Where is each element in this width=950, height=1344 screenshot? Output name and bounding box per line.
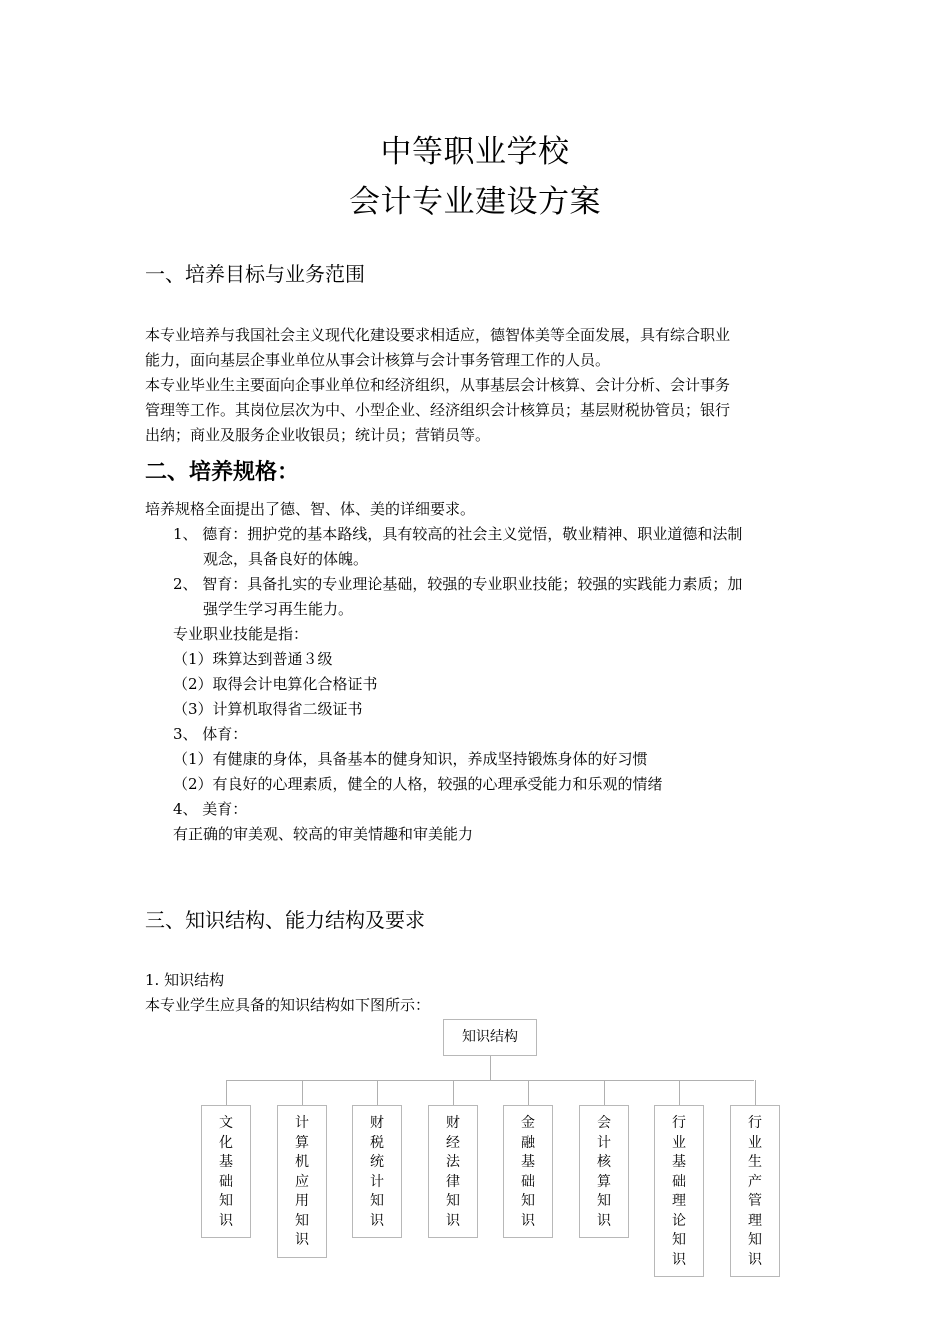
diagram-child-char: 业 [748,1134,762,1151]
section1-heading: 一、培养目标与业务范围 [145,262,365,286]
list-item-aesthetics: 4、 美育： [173,800,248,818]
skill-item-abacus: （1）珠算达到普通３级 [173,650,333,668]
diagram-child-node [579,1105,629,1238]
diagram-child-node [428,1105,478,1238]
skill-item-computer-cert: （3）计算机取得省二级证书 [173,700,363,718]
diagram-branch-connector [226,1080,227,1105]
document-title-line1: 中等职业学校 [380,134,570,170]
diagram-child-char: 知 [295,1212,309,1229]
diagram-child-char: 理 [748,1212,762,1229]
diagram-child-node [654,1105,704,1277]
diagram-child-node [730,1105,780,1277]
skill-item-computerized-accounting: （2）取得会计电算化合格证书 [173,675,378,693]
diagram-child-char: 知 [672,1232,686,1248]
section1-para1-line2: 能力，面向基层企事业单位从事会计核算与会计事务管理工作的人员。 [145,351,611,369]
diagram-branch-connector [453,1080,454,1105]
diagram-child-char: 计 [370,1173,384,1190]
diagram-child-char: 文 [219,1115,233,1131]
list-item-intellect-line1: 2、 智育：具备扎实的专业理论基础，较强的专业职业技能；较强的实践能力素质；加 [173,575,743,593]
section3-sub1-desc: 本专业学生应具备的知识结构如下图所示： [145,996,431,1014]
diagram-child-char: 础 [521,1173,535,1190]
diagram-horizontal-connector [226,1080,754,1081]
diagram-child-char: 知 [521,1193,535,1209]
diagram-child-char: 基 [219,1154,233,1170]
diagram-child-char: 财 [370,1115,384,1131]
diagram-child-char: 识 [370,1212,384,1229]
diagram-child-node [201,1105,251,1238]
diagram-child-char: 管 [748,1193,762,1209]
diagram-child-char: 计 [295,1115,309,1131]
diagram-branch-connector [528,1080,529,1105]
section3-sub1: 1. 知识结构 [145,971,225,989]
section2-intro: 培养规格全面提出了德、智、体、美的详细要求。 [145,500,476,518]
diagram-child-char: 产 [748,1173,762,1190]
document-title-line2: 会计专业建设方案 [349,184,601,220]
diagram-child-char: 知 [446,1193,460,1209]
diagram-child-char: 行 [672,1115,686,1131]
section1-para1-line1: 本专业培养与我国社会主义现代化建设要求相适应，德智体美等全面发展，具有综合职业 [145,326,731,344]
diagram-branch-connector [755,1080,756,1105]
diagram-branch-connector [604,1080,605,1105]
diagram-child-char: 础 [672,1173,686,1190]
diagram-root-connector [490,1056,491,1080]
section1-para2-line2: 管理等工作。其岗位层次为中、小型企业、经济组织会计核算员；基层财税协管员；银行 [145,401,731,419]
diagram-branch-connector [377,1080,378,1105]
diagram-child-char: 税 [370,1134,384,1151]
diagram-child-char: 识 [597,1212,611,1229]
section1-para2-line3: 出纳；商业及服务企业收银员；统计员；营销员等。 [145,426,491,444]
diagram-child-char: 识 [521,1212,535,1229]
diagram-child-char: 业 [672,1134,686,1151]
pe-item-1: （1）有健康的身体，具备基本的健身知识，养成坚持锻炼身体的好习惯 [173,750,648,768]
diagram-child-char: 统 [370,1154,384,1170]
diagram-branch-connector [302,1080,303,1105]
diagram-child-char: 识 [295,1232,309,1248]
diagram-child-char: 核 [597,1154,611,1170]
diagram-child-char: 计 [597,1134,611,1151]
diagram-child-char: 算 [295,1134,309,1151]
aesthetics-item-1: 有正确的审美观、较高的审美情趣和审美能力 [173,825,474,843]
diagram-child-char: 理 [672,1193,686,1209]
diagram-child-char: 础 [219,1173,233,1190]
diagram-root-node: 知识结构 [443,1019,537,1056]
section3-heading: 三、知识结构、能力结构及要求 [145,908,425,932]
diagram-child-char: 律 [446,1173,460,1190]
diagram-child-char: 识 [219,1212,233,1229]
skills-intro: 专业职业技能是指： [173,625,309,643]
diagram-child-char: 识 [446,1212,460,1229]
diagram-child-char: 识 [672,1251,686,1268]
diagram-child-char: 知 [597,1193,611,1209]
diagram-child-char: 经 [446,1134,460,1151]
diagram-child-char: 识 [748,1251,762,1268]
diagram-child-char: 机 [295,1154,309,1170]
diagram-child-char: 财 [446,1115,460,1131]
list-item-pe: 3、 体育： [173,725,248,743]
section1-para2-line1: 本专业毕业生主要面向企事业单位和经济组织，从事基层会计核算、会计分析、会计事务 [145,376,731,394]
diagram-child-node [277,1105,327,1258]
diagram-child-char: 知 [748,1232,762,1248]
diagram-child-char: 基 [672,1154,686,1170]
list-item-moral-line2: 观念，具备良好的体魄。 [203,550,369,568]
diagram-child-char: 会 [597,1115,611,1131]
diagram-child-char: 化 [219,1134,233,1151]
diagram-child-char: 金 [521,1115,535,1131]
diagram-child-char: 算 [597,1173,611,1190]
diagram-child-node [352,1105,402,1238]
pe-item-2: （2）有良好的心理素质，健全的人格，较强的心理承受能力和乐观的情绪 [173,775,663,793]
diagram-child-char: 法 [446,1154,460,1170]
diagram-child-char: 行 [748,1115,762,1131]
diagram-child-char: 应 [295,1173,309,1190]
diagram-branch-connector [679,1080,680,1105]
diagram-child-node [503,1105,553,1238]
diagram-child-char: 融 [521,1134,535,1151]
list-item-moral-line1: 1、 德育：拥护党的基本路线，具有较高的社会主义觉悟，敬业精神、职业道德和法制 [173,525,743,543]
diagram-child-char: 知 [219,1193,233,1209]
section2-heading: 二、培养规格： [145,460,300,485]
list-item-intellect-line2: 强学生学习再生能力。 [203,600,354,618]
diagram-child-char: 论 [672,1212,686,1229]
diagram-child-char: 知 [370,1193,384,1209]
diagram-child-char: 基 [521,1154,535,1170]
diagram-child-char: 用 [295,1193,309,1209]
diagram-child-char: 生 [748,1154,762,1170]
